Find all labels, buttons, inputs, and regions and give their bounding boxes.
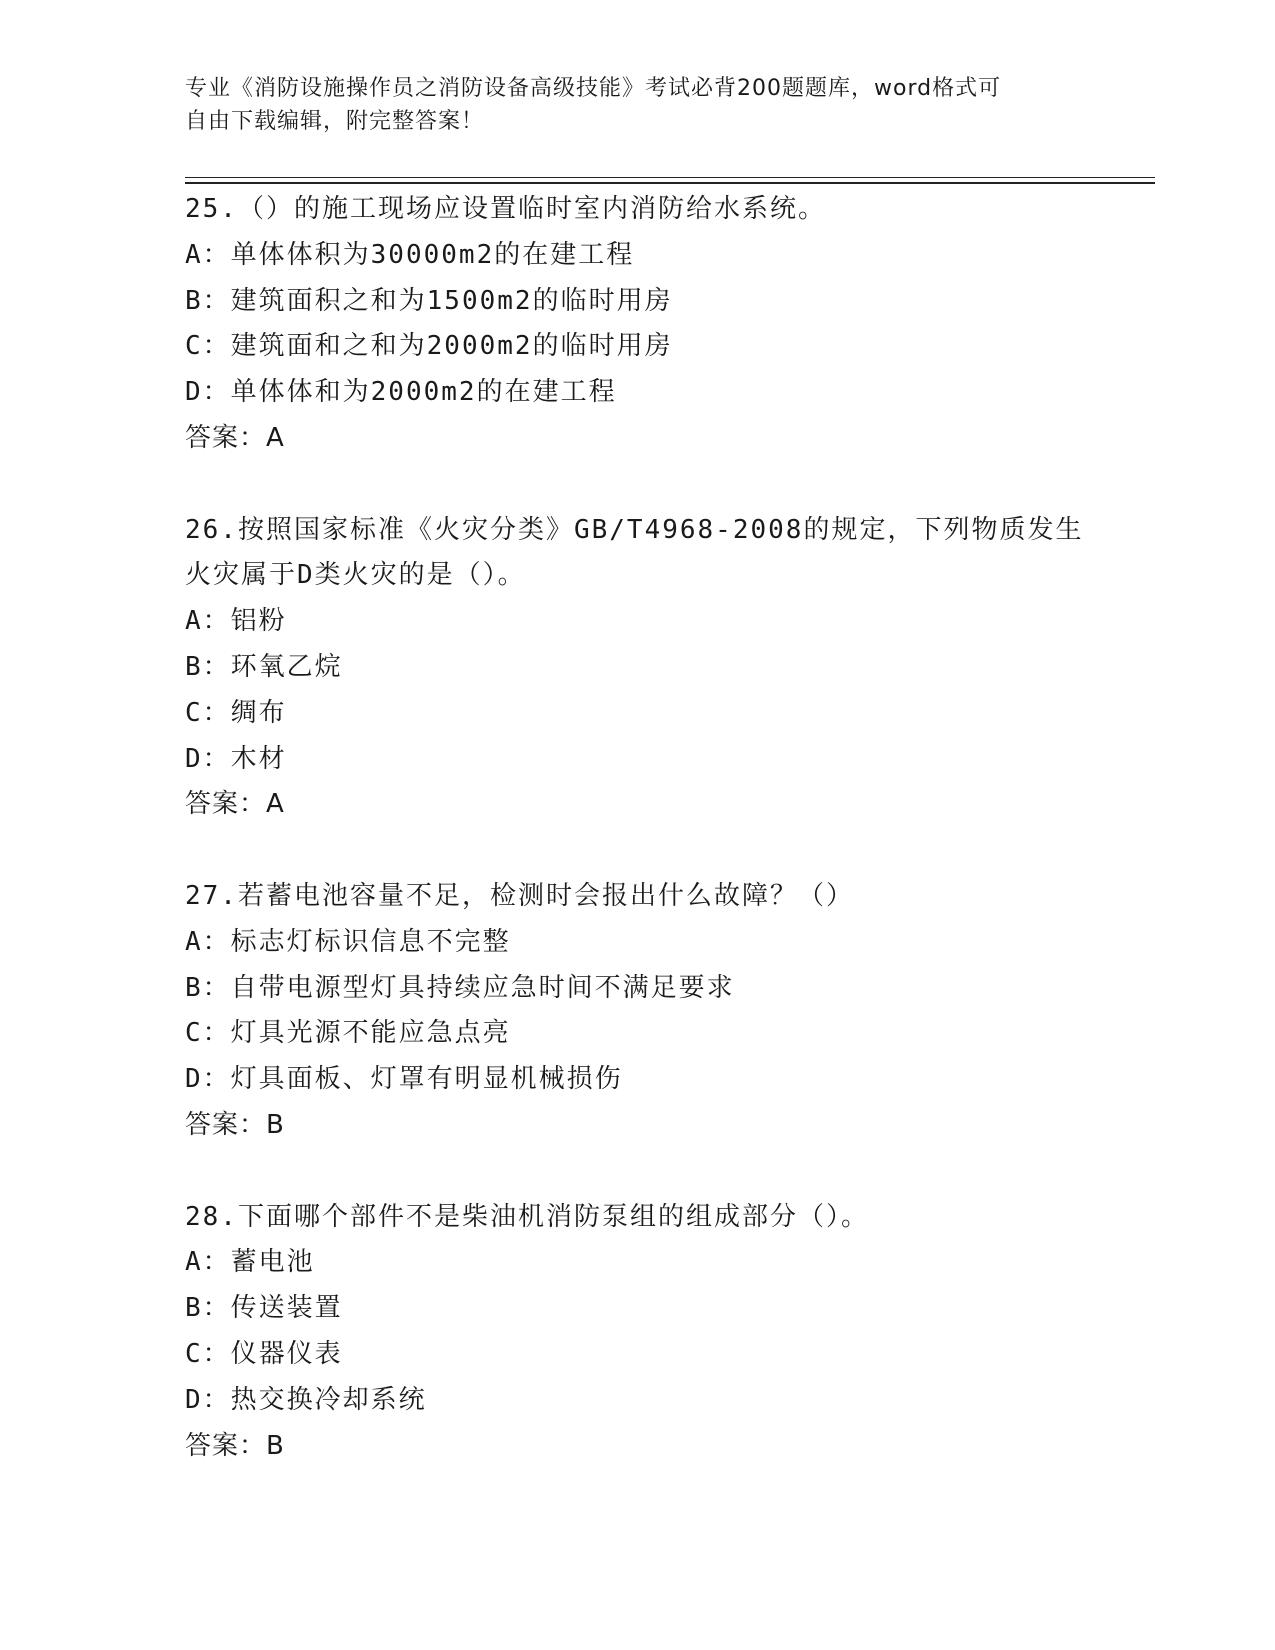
- question-text: 27.若蓄电池容量不足，检测时会报出什么故障？（）: [185, 880, 854, 911]
- answer: 答案：A: [185, 789, 285, 820]
- option-b: B：环氧乙烷: [185, 651, 343, 682]
- question-27: [185, 874, 1085, 1149]
- option-c: C：仪器仪表: [185, 1338, 343, 1369]
- answer: 答案：B: [185, 1430, 285, 1461]
- option-c: C：绸布: [185, 697, 287, 728]
- option-d: D：热交换冷却系统: [185, 1384, 427, 1415]
- option-c: C：灯具光源不能应急点亮: [185, 1018, 511, 1049]
- question-text: 25.（）的施工现场应设置临时室内消防给水系统。: [185, 194, 826, 224]
- option-b: B：传送装置: [185, 1293, 343, 1324]
- header-divider-thick: [185, 182, 1155, 184]
- option-d: D：木材: [185, 743, 287, 774]
- option-a: A：蓄电池: [185, 1247, 315, 1278]
- answer: 答案：B: [185, 1109, 285, 1140]
- option-a: A：标志灯标识信息不完整: [185, 926, 511, 957]
- option-d: D：单体体和为2000m2的在建工程: [185, 377, 617, 408]
- header-divider-thin: [185, 177, 1155, 178]
- document-header: [185, 72, 1065, 138]
- option-a: A：单体体积为30000m2的在建工程: [185, 239, 635, 270]
- option-b: B：自带电源型灯具持续应急时间不满足要求: [185, 972, 735, 1003]
- question-26: [185, 508, 1085, 829]
- question-25: [185, 187, 1085, 462]
- question-28: [185, 1195, 1085, 1470]
- option-a: A：铝粉: [185, 606, 287, 637]
- question-list: [185, 187, 1085, 1515]
- header-line-1: 专业《消防设施操作员之消防设备高级技能》考试必背200题题库，word格式可: [185, 76, 1002, 101]
- option-c: C：建筑面和之和为2000m2的临时用房: [185, 331, 673, 362]
- header-line-2: 自由下载编辑，附完整答案！: [185, 109, 485, 134]
- option-d: D：灯具面板、灯罩有明显机械损伤: [185, 1064, 623, 1095]
- question-text: 28.下面哪个部件不是柴油机消防泵组的组成部分（）。: [185, 1201, 869, 1232]
- option-b: B：建筑面积之和为1500m2的临时用房: [185, 285, 673, 316]
- question-text-line-1: 26.按照国家标准《火灾分类》GB/T4968-2008的规定，下列物质发生: [185, 514, 1084, 545]
- answer: 答案：A: [185, 422, 285, 453]
- question-text-line-2: 火灾属于D类火灾的是（）。: [185, 560, 526, 591]
